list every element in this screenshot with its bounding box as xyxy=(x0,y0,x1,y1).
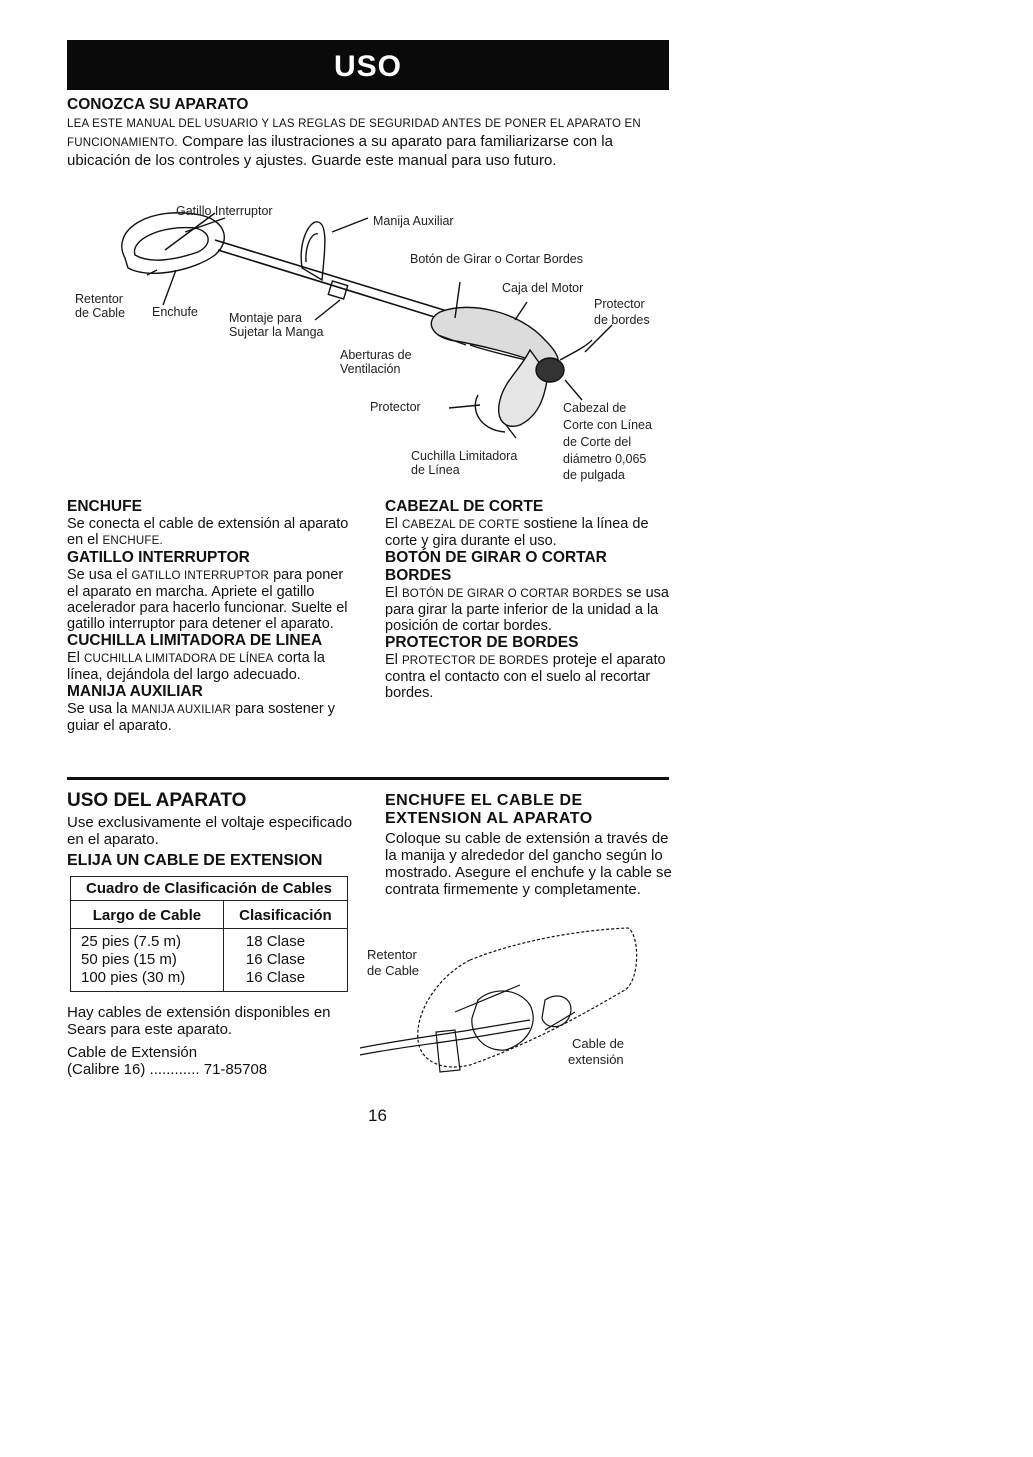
cuchilla-text-b: corta la línea, dejándola del largo adecuado. xyxy=(67,650,325,683)
protector-text-b: proteje el aparato contra el contacto con el suelo al recortar bordes. xyxy=(385,652,666,701)
largo-value: 100 pies (30 m) xyxy=(81,969,186,986)
intro-lead-caps: LEA ESTE MANUAL DEL USUARIO Y LAS REGLAS DE SEGURIDAD ANTES DE PONER EL APARATO EN FUNCIONAMIENTO. xyxy=(67,118,641,149)
label-cabezal-4: diámetro 0,065 xyxy=(563,452,647,466)
clase-value: 16 Clase xyxy=(245,969,306,986)
label-cord-retentor-2: de Cable xyxy=(367,963,420,978)
label-cable-ext-2: extensión xyxy=(568,1052,624,1067)
cabezal-text-b: sostiene la línea de corte y gira durante el uso. xyxy=(385,516,649,549)
label-gatillo: Gatillo Interruptor xyxy=(176,204,273,218)
enchufe-text-a: Se conecta el cable de extensión al aparato en el xyxy=(67,516,349,548)
part-number: 71-85708 xyxy=(203,1061,268,1078)
enchufe-text-caps: ENCHUFE. xyxy=(102,535,163,547)
gatillo-text-b: para poner el aparato en marcha. Apriete el gatillo acelerador para hacerlo funcionar. Suelte el gatillo interruptor para detener el aparato. xyxy=(67,567,348,632)
label-manija: Manija Auxiliar xyxy=(373,214,454,228)
intro-body: Compare las ilustraciones a su aparato para familiarizarse con la ubicación de los controles y ajustes. Guarde este manual para uso futuro. xyxy=(67,133,613,169)
label-enchufe: Enchufe xyxy=(152,305,198,319)
gatillo-text-a: Se usa el xyxy=(67,567,128,583)
label-cabezal-5: de pulgada xyxy=(563,468,625,482)
label-cabezal-2: Corte con Línea xyxy=(563,418,652,432)
label-cabezal-3: de Corte del xyxy=(563,435,632,449)
uso-heading: USO DEL APARATO xyxy=(67,790,247,811)
boton-heading: BOTÓN DE GIRAR O CORTAR BORDES xyxy=(385,549,607,584)
page-number: 16 xyxy=(368,1106,387,1125)
intro-heading: CONOZCA SU APARATO xyxy=(67,96,249,113)
label-boton: Botón de Girar o Cortar Bordes xyxy=(410,252,583,266)
boton-text-b: se usa para girar la parte inferior de la unidad a la posición de cortar bordes. xyxy=(385,585,669,634)
cuchilla-heading: CUCHILLA LIMITADORA DE LINEA xyxy=(67,632,323,649)
hay-text: Hay cables de extensión disponibles en Sears para este aparato. xyxy=(67,1004,331,1038)
banner-title: USO xyxy=(333,50,402,83)
elija-heading: ELIJA UN CABLE DE EXTENSION xyxy=(67,852,323,869)
enchufe-section-text: Coloque su cable de extensión a través de la manija y alrededor del gancho según lo mostrado. Asegure el enchufe y la cable se contrata firmemente y completamente. xyxy=(385,830,672,898)
clase-value: 18 Clase xyxy=(245,933,306,950)
manija-text-caps: MANIJA AUXILIAR xyxy=(131,704,232,716)
label-caja: Caja del Motor xyxy=(502,281,584,295)
label-montaje-1: Montaje para xyxy=(229,311,302,325)
cuchilla-text-a: El xyxy=(67,650,80,666)
cuchilla-text-caps: CUCHILLA LIMITADORA DE LÍNEA xyxy=(83,653,274,665)
protector-text-caps: PROTECTOR DE BORDES xyxy=(401,655,549,667)
cabezal-heading: CABEZAL DE CORTE xyxy=(385,498,544,515)
uso-text: Use exclusivamente el voltaje especificado en el aparato. xyxy=(67,814,353,848)
label-cuchilla-2: de Línea xyxy=(411,463,460,477)
manija-text-a: Se usa la xyxy=(67,701,128,717)
gatillo-heading: GATILLO INTERRUPTOR xyxy=(67,549,250,566)
label-montaje-2: Sujetar la Manga xyxy=(229,325,324,339)
label-cord-retentor-1: Retentor xyxy=(367,947,417,962)
boton-text-a: El xyxy=(385,585,398,601)
gatillo-text-caps: GATILLO INTERRUPTOR xyxy=(131,570,270,582)
label-aberturas-2: Ventilación xyxy=(340,362,401,376)
label-cabezal-1: Cabezal de xyxy=(563,401,627,415)
label-retentor-1: Retentor xyxy=(75,292,123,306)
enchufe-section-heading: ENCHUFE EL CABLE DE EXTENSION AL APARATO xyxy=(385,792,593,827)
protector-heading: PROTECTOR DE BORDES xyxy=(385,634,579,651)
label-prot-bordes-1: Protector xyxy=(594,297,645,311)
cable-label: Cable de Extensión xyxy=(67,1044,198,1061)
col-header-clasif: Clasificación xyxy=(223,901,347,929)
manija-heading: MANIJA AUXILIAR xyxy=(67,683,203,700)
label-aberturas-1: Aberturas de xyxy=(340,348,412,362)
label-cuchilla-1: Cuchilla Limitadora xyxy=(411,449,518,463)
table-caption: Cuadro de Clasificación de Cables xyxy=(71,877,348,901)
largo-value: 50 pies (15 m) xyxy=(81,951,177,968)
boton-text-caps: BOTÓN DE GIRAR O CORTAR BORDES xyxy=(401,588,623,600)
col-header-largo: Largo de Cable xyxy=(71,901,224,929)
label-protector: Protector xyxy=(370,400,421,414)
label-retentor-2: de Cable xyxy=(75,306,126,320)
cabezal-text-caps: CABEZAL DE CORTE xyxy=(401,519,520,531)
label-cable-ext-1: Cable de xyxy=(572,1036,625,1051)
cabezal-text-a: El xyxy=(385,516,398,532)
manija-text-b: para sostener y guiar el aparato. xyxy=(67,701,335,734)
largo-value: 25 pies (7.5 m) xyxy=(81,933,182,950)
clase-value: 16 Clase xyxy=(245,951,306,968)
leader-dots: ............ xyxy=(149,1061,200,1078)
protector-text-a: El xyxy=(385,652,398,668)
calibre: (Calibre 16) xyxy=(67,1061,146,1078)
label-prot-bordes-2: de bordes xyxy=(594,313,650,327)
enchufe-heading: ENCHUFE xyxy=(67,498,142,515)
